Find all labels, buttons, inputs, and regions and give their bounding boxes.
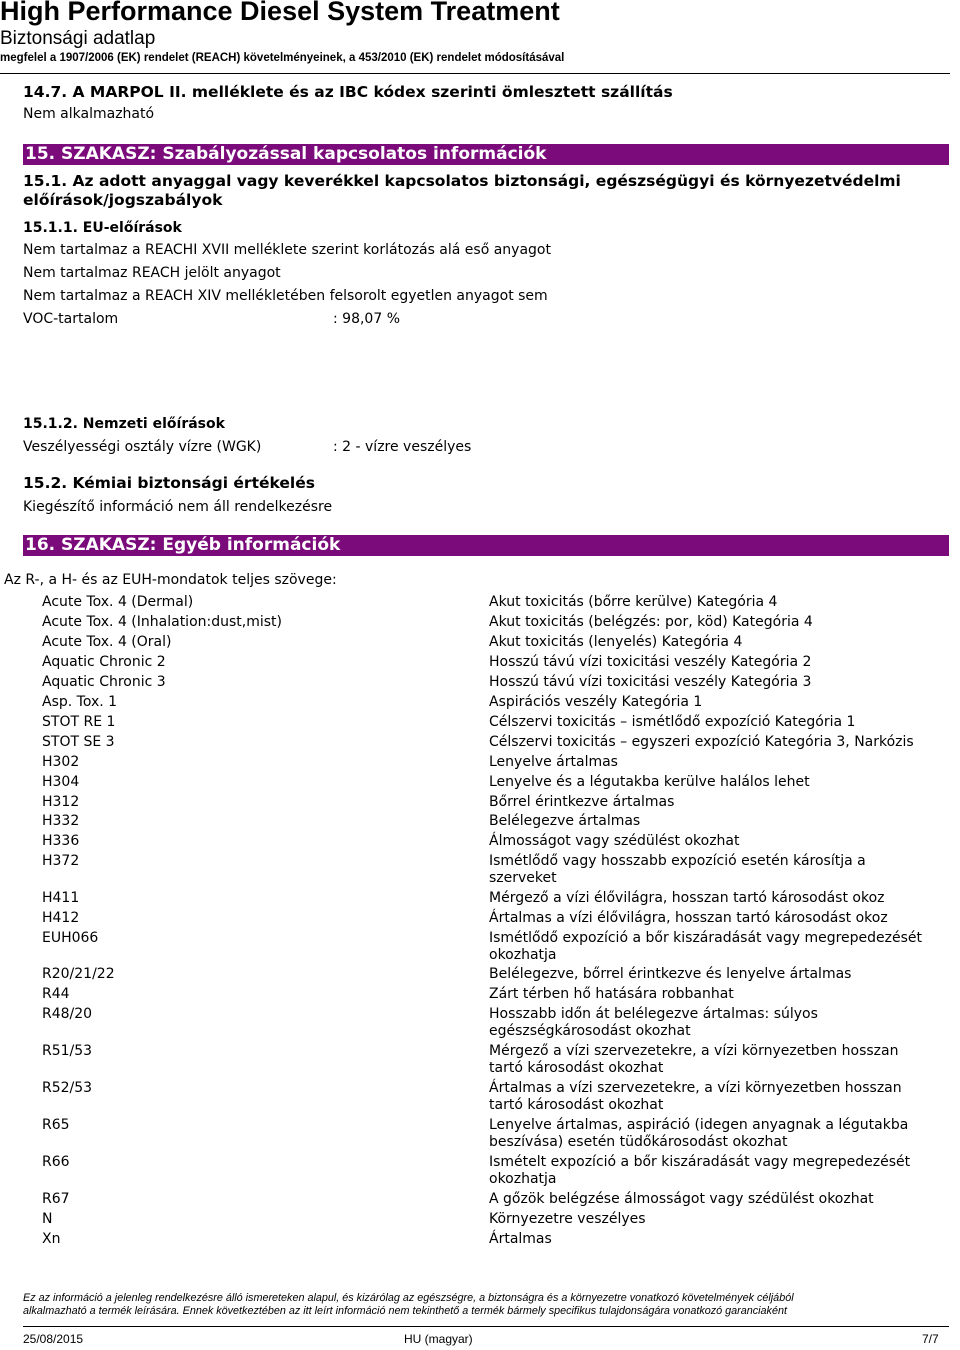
phrase-code: R67 [42, 1191, 70, 1207]
phrase-code: H302 [42, 754, 80, 770]
phrase-description: Mérgező a vízi élővilágra, hosszan tartó károsodást okoz [489, 890, 885, 906]
phrase-description: Zárt térben hő hatására robbanhat [489, 986, 734, 1002]
section-15-1-heading-line2: előírások/jogszabályok [23, 191, 223, 209]
eu-line: Nem tartalmaz a REACH XIV mellékletében felsorolt egyetlen anyagot sem [23, 288, 548, 304]
phrase-description: Célszervi toxicitás – egyszeri expozíció Kategória 3, Narkózis [489, 734, 914, 750]
phrase-description: Bőrrel érintkezve ártalmas [489, 794, 675, 810]
phrase-description: Belélegezve, bőrrel érintkezve és lenyelve ártalmas [489, 966, 852, 982]
phrase-code: H312 [42, 794, 80, 810]
wgk-label: Veszélyességi osztály vízre (WGK) [23, 439, 262, 455]
phrase-description: Ismétlődő expozíció a bőr kiszáradását vagy megrepedezését okozhatja [489, 930, 923, 963]
phrase-description: Aspirációs veszély Kategória 1 [489, 694, 703, 710]
footer-divider [23, 1326, 949, 1327]
section-15-2-heading: 15.2. Kémiai biztonsági értékelés [23, 474, 315, 492]
phrase-description: Célszervi toxicitás – ismétlődő expozíció Kategória 1 [489, 714, 856, 730]
section-15-1-2-heading: 15.1.2. Nemzeti előírások [23, 416, 225, 432]
phrase-description: Ártalmas a vízi szervezetekre, a vízi környezetben hosszan tartó károsodást okozhat [489, 1080, 902, 1113]
section-15-1-1-heading: 15.1.1. EU-előírások [23, 220, 182, 236]
phrase-description: Lenyelve ártalmas [489, 754, 618, 770]
section-16-bar: 16. SZAKASZ: Egyéb információk [23, 535, 949, 556]
regulation-line: megfelel a 1907/2006 (EK) rendelet (REACH) követelményeinek, a 453/2010 (EK) rendelet módosításával [0, 52, 565, 64]
phrase-description: Hosszú távú vízi toxicitási veszély Kategória 2 [489, 654, 812, 670]
eu-line: Nem tartalmaz a REACHI XVII melléklete szerint korlátozás alá eső anyagot [23, 242, 551, 258]
phrase-description: Ártalmas a vízi élővilágra, hosszan tartó károsodást okoz [489, 910, 888, 926]
phrase-description: Akut toxicitás (bőrre kerülve) Kategória 4 [489, 594, 778, 610]
phrase-code: H332 [42, 813, 80, 829]
phrase-description: Lenyelve és a légutakba kerülve halálos lehet [489, 774, 810, 790]
phrase-code: Xn [42, 1231, 61, 1247]
phrase-code: H411 [42, 890, 80, 906]
phrase-code: EUH066 [42, 930, 99, 946]
footer-date: 25/08/2015 [23, 1332, 84, 1346]
section-15-1-heading-line1: 15.1. Az adott anyaggal vagy keverékkel kapcsolatos biztonsági, egészségügyi és környezetvédelmi [23, 172, 901, 190]
voc-value: : 98,07 % [333, 311, 400, 327]
phrase-code: R48/20 [42, 1006, 93, 1022]
phrase-code: Acute Tox. 4 (Oral) [42, 634, 172, 650]
document-subtitle: Biztonsági adatlap [0, 28, 156, 49]
header-divider [0, 73, 950, 74]
phrase-description: Belélegezve ártalmas [489, 813, 641, 829]
phrase-code: STOT SE 3 [42, 734, 115, 750]
document-title: High Performance Diesel System Treatment [0, 0, 560, 26]
phrase-description: Lenyelve ártalmas, aspiráció (idegen anyagnak a légutakba beszívása) esetén tüdőkárosodást okozhat [489, 1117, 909, 1150]
phrase-description: Akut toxicitás (belégzés: por, köd) Kategória 4 [489, 614, 813, 630]
section-15-bar: 15. SZAKASZ: Szabályozással kapcsolatos információk [23, 144, 949, 165]
footer-language: HU (magyar) [404, 1332, 473, 1346]
eu-line: Nem tartalmaz REACH jelölt anyagot [23, 265, 281, 281]
phrase-description: Álmosságot vagy szédülést okozhat [489, 833, 740, 849]
phrase-description: Mérgező a vízi szervezetekre, a vízi környezetben hosszan tartó károsodást okozhat [489, 1043, 899, 1076]
disclaimer-line: Ez az információ a jelenleg rendelkezésre álló ismereteken alapul, és kizárólag az egészségre, a biztonságra és a környezetre vonatkozó követelmények céljából [23, 1292, 794, 1304]
phrase-code: R65 [42, 1117, 70, 1133]
phrase-code: R51/53 [42, 1043, 93, 1059]
wgk-value: : 2 - vízre veszélyes [333, 439, 472, 455]
phrase-description: Ismételt expozíció a bőr kiszáradását vagy megrepedezését okozhatja [489, 1154, 911, 1187]
section-14-7-heading: 14.7. A MARPOL II. melléklete és az IBC kódex szerinti ömlesztett szállítás [23, 83, 673, 101]
phrase-description: Ártalmas [489, 1231, 552, 1247]
phrase-code: R66 [42, 1154, 70, 1170]
disclaimer-line: alkalmazható a termék leírására. Ennek következtében az itt leírt információ nem tekinthető a termék bármely specifikus tulajdonságára vonatkozó garanciaként [23, 1305, 787, 1317]
voc-label: VOC-tartalom [23, 311, 119, 327]
phrase-code: H336 [42, 833, 80, 849]
phrase-code: R52/53 [42, 1080, 93, 1096]
phrase-code: H412 [42, 910, 80, 926]
phrase-code: Asp. Tox. 1 [42, 694, 118, 710]
phrase-code: Acute Tox. 4 (Dermal) [42, 594, 194, 610]
section-15-2-text: Kiegészítő információ nem áll rendelkezésre [23, 499, 333, 515]
phrase-description: Ismétlődő vagy hosszabb expozíció esetén károsítja a szerveket [489, 853, 866, 886]
phrase-code: Aquatic Chronic 3 [42, 674, 166, 690]
phrase-code: H304 [42, 774, 80, 790]
phrase-description: Hosszú távú vízi toxicitási veszély Kategória 3 [489, 674, 812, 690]
phrase-code: STOT RE 1 [42, 714, 116, 730]
phrase-description: Környezetre veszélyes [489, 1211, 646, 1227]
phrase-code: R20/21/22 [42, 966, 115, 982]
phrase-code: Aquatic Chronic 2 [42, 654, 166, 670]
phrase-code: R44 [42, 986, 70, 1002]
phrase-code: Acute Tox. 4 (Inhalation:dust,mist) [42, 614, 282, 630]
phrase-code: N [42, 1211, 53, 1227]
phrase-description: A gőzök belégzése álmosságot vagy szédülést okozhat [489, 1191, 874, 1207]
footer-page-number: 7/7 [922, 1332, 939, 1346]
phrases-intro: Az R-, a H- és az EUH-mondatok teljes szövege: [4, 572, 337, 588]
section-14-7-text: Nem alkalmazható [23, 106, 155, 122]
phrase-code: H372 [42, 853, 80, 869]
phrase-description: Hosszabb időn át belélegezve ártalmas: súlyos egészségkárosodást okozhat [489, 1006, 818, 1039]
phrase-description: Akut toxicitás (lenyelés) Kategória 4 [489, 634, 743, 650]
